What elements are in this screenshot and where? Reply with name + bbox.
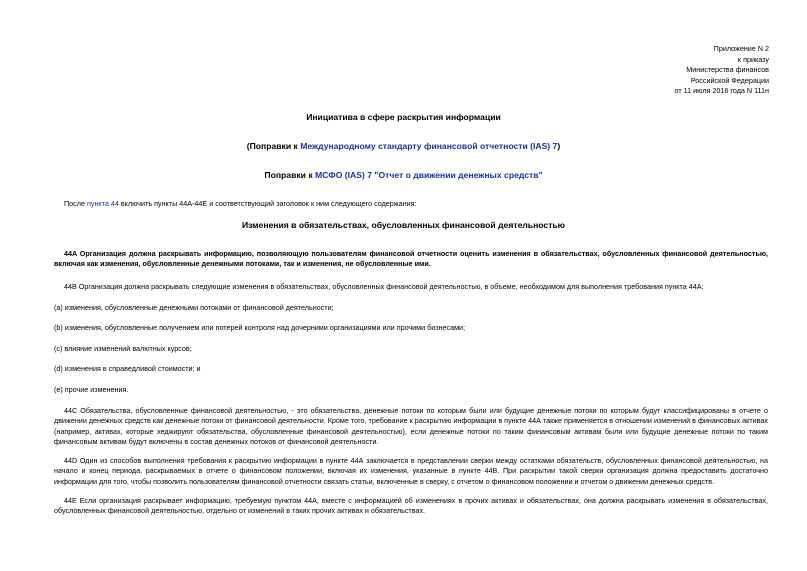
subtitle1-suffix: ) [557, 141, 561, 151]
subtitle-amendments-msfo [0, 169, 807, 181]
appendix-line-2: к приказу [737, 54, 769, 64]
subtitle-amendments-ias7 [0, 140, 807, 152]
intro-before: После [64, 199, 87, 208]
paragraph-44c: 44C Обязательства, обусловленные финансовой деятельностью, - это обязательства, денежные потоки по которым были или будущие денежные потоки по которым будут классифицированы в отчете о движении денежных средств как денежные потоки от финансовой деятельности. Кроме того, требование к раскрытию информации в пункте 44А также применяется в отношении изменений в финансовых активах (например, активах, которые хеджируют обязательства, обусловленные финансовой деятельностью), если денежные потоки по таким финансовым активам были или будущие денежные потоки по таким финансовым активам будут включены в состав денежных потоков от финансовой деятельности. [54, 406, 768, 447]
list-item-d: (d) изменения в справедливой стоимости; и [54, 364, 201, 373]
paragraph-44d: 44D Один из способов выполнения требования к раскрытию информации в пункте 44А заключается в представлении сверки между остатками обязательств, обусловленных финансовой деятельностью, на начало и конец периода, раскрываемых в отчете о финансовом положении, включая их изменения, указанные в пункте 44В. При раскрытии такой сверки организация должна предоставить достаточно информации для того, чтобы позволить пользователям финансовой отчетности связать статьи, включенные в сверку, с отчетом о финансовом положении и отчетом о движении денежных средств. [54, 456, 768, 486]
intro-paragraph [54, 199, 768, 209]
appendix-line-1: Приложение N 2 [713, 44, 769, 53]
subtitle1-prefix: (Поправки к [246, 141, 301, 151]
paragraph-44b: 44B Организация должна раскрывать следующие изменения в обязательствах, обусловленных финансовой деятельностью, в объеме, необходимом для выполнения требования пункта 44А: [64, 282, 704, 291]
document-title: Инициатива в сфере раскрытия информации [306, 112, 501, 122]
list-item-a: (a) изменения, обусловленные денежными потоками от финансовой деятельности; [54, 303, 334, 312]
section-heading: Изменения в обязательствах, обусловленных финансовой деятельностью [241, 220, 566, 230]
list-item-c: (c) влияние изменений валютных курсов; [54, 344, 192, 353]
paragraph-44-link[interactable]: пункта 44 [86, 199, 119, 208]
subtitle2-prefix: Поправки к [264, 170, 316, 180]
paragraph-44a: 44A Организация должна раскрывать информацию, позволяющую пользователям финансовой отчетности оценить изменения в обязательствах, обусловленных финансовой деятельностью, включая как изменения, обусловленные денежными потоками, так и изменения, не обусловленные ими. [54, 249, 768, 269]
list-item-e: (e) прочие изменения. [54, 385, 129, 394]
appendix-block [675, 44, 769, 97]
ias7-standard-link[interactable]: Международному стандарту финансовой отчетности (IAS) 7 [300, 141, 558, 151]
appendix-line-3: Министерства финансов [686, 65, 769, 74]
list-item-b: (b) изменения, обусловленные получением или потерей контроля над дочерними организациями или прочими бизнесами; [54, 323, 466, 332]
paragraph-44e: 44E Если организация раскрывает информацию, требуемую пунктом 44А, вместе с информацией об изменениях в прочих активах и обязательствах, она должна раскрывать изменения в обязательствах, обусловленных финансовой деятельностью, отдельно от изменений в таких прочих активах и обязательствах. [54, 496, 768, 516]
appendix-line-4: Российской Федерации [690, 75, 769, 85]
intro-after: включить пункты 44A-44E и соответствующий заголовок к ним следующего содержания: [118, 199, 417, 208]
msfo-ias7-link[interactable]: МСФО (IAS) 7 "Отчет о движении денежных средств" [315, 170, 543, 180]
appendix-line-5: от 11 июля 2016 года N 111н [674, 86, 769, 95]
